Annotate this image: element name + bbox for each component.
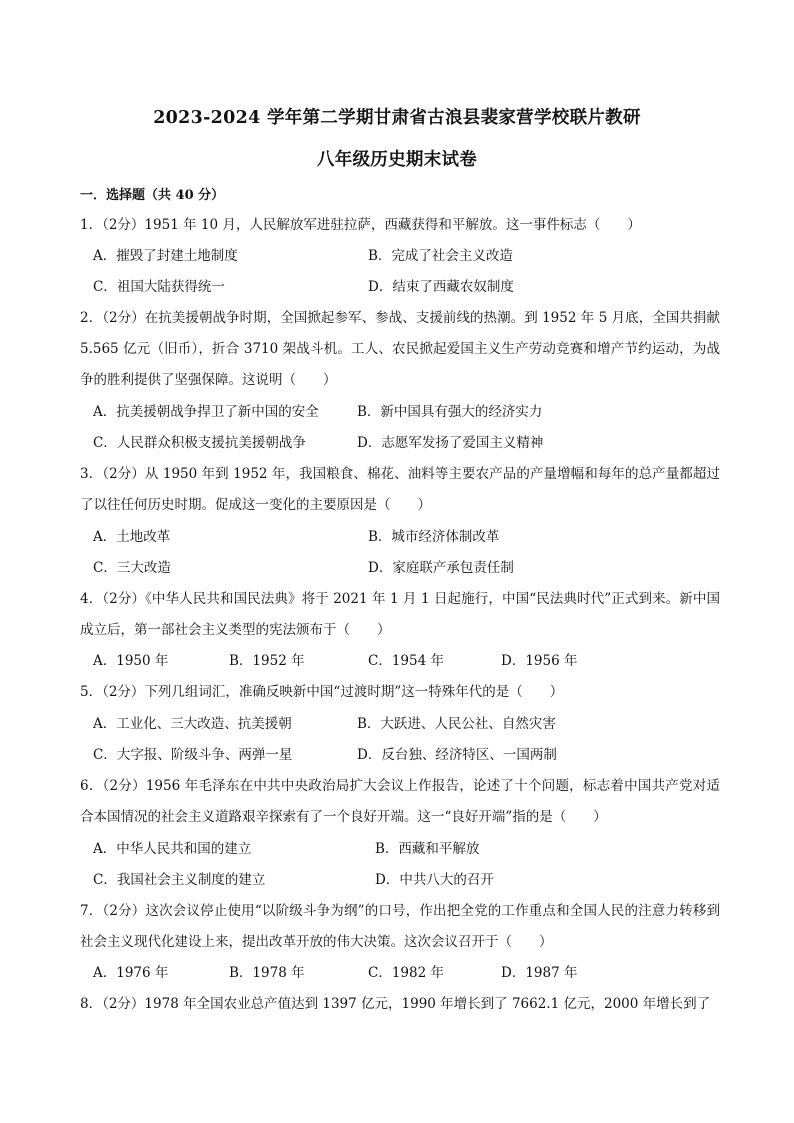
q6-option-d: D．中共八大的召开: [375, 872, 494, 888]
question-4: 4．（2分）《中华人民共和国民法典》将于 2021 年 1 月 1 日起施行，中国“民法典时代”正式到来。新中国成立后，第一部社会主义类型的宪法颁布于（ ）: [80, 591, 720, 639]
q4-option-d: D．1956 年: [501, 653, 578, 669]
section-heading: 一．选择题（共 40 分）: [80, 188, 225, 203]
q1-option-d: D．结束了西藏农奴制度: [368, 279, 514, 295]
q3-option-d: D．家庭联产承包责任制: [368, 560, 514, 576]
q7-option-d: D．1987 年: [501, 965, 578, 981]
question-5: 5．（2分）下列几组词汇，准确反映新中国“过渡时期”这一特殊年代的是（ ）: [80, 684, 564, 700]
question-3: 3．（2分）从 1950 年到 1952 年，我国粮食、棉花、油料等主要农产品的产量增幅和每年的总产量都超过了以往任何历史时期。促成这一变化的主要原因是（ ）: [80, 466, 720, 514]
q3-option-a: A．土地改革: [93, 529, 171, 545]
q5-option-a: A．工业化、三大改造、抗美援朝: [93, 716, 292, 732]
q4-option-a: A．1950 年: [93, 653, 169, 669]
q4-option-c: C．1954 年: [368, 653, 444, 669]
q2-option-a: A．抗美援朝战争捍卫了新中国的安全: [93, 404, 319, 420]
q5-option-b: B．大跃进、人民公社、自然灾害: [357, 716, 556, 732]
question-2: 2．（2分）在抗美援朝战争时期，全国掀起参军、参战、支援前线的热潮。到 1952 年 5 月底，全国共捐献 5.565 亿元（旧币），折合 3710 架战斗机。工人、农民掀起爱国主义生产劳动竞赛和增产节约运动，为战争的胜利提供了坚强保障。这说明（ ）: [80, 310, 720, 389]
q4-option-b: B．1952 年: [229, 653, 305, 669]
q7-option-a: A．1976 年: [93, 965, 169, 981]
q6-option-a: A．中华人民共和国的建立: [93, 841, 252, 857]
q1-option-c: C．祖国大陆获得统一: [93, 279, 225, 295]
exam-title: 2023-2024 学年第二学期甘肃省古浪县裴家营学校联片教研: [153, 108, 641, 128]
question-8: 8．（2分）1978 年全国农业总产值达到 1397 亿元，1990 年增长到了 7662.1 亿元，2000 年增长到了: [80, 996, 711, 1012]
q5-option-c: C．大字报、阶级斗争、两弹一星: [93, 747, 293, 763]
question-6: 6．（2分）1956 年毛泽东在中共中央政治局扩大会议上作报告，论述了十个问题，标志着中国共产党对适合本国情况的社会主义道路艰辛探索有了一个良好开端。这一“良好开端”指的是（ ）: [80, 778, 720, 826]
q6-option-b: B．西藏和平解放: [375, 841, 480, 857]
q1-option-a: A．摧毁了封建土地制度: [93, 248, 238, 264]
question-1: 1．（2分）1951 年 10 月，人民解放军进驻拉萨，西藏获得和平解放。这一事件标志（ ）: [80, 217, 641, 233]
q2-option-c: C．人民群众积极支援抗美援朝战争: [93, 435, 306, 451]
q7-option-b: B．1978 年: [229, 965, 305, 981]
q2-option-d: D．志愿军发扬了爱国主义精神: [357, 435, 544, 451]
question-7: 7．（2分）这次会议停止使用“以阶级斗争为纲”的口号，作出把全党的工作重点和全国人民的注意力转移到社会主义现代化建设上来，提出改革开放的伟大决策。这次会议召开于（ ）: [80, 903, 720, 951]
q3-option-b: B．城市经济体制改革: [368, 529, 500, 545]
q1-option-b: B．完成了社会主义改造: [368, 248, 513, 264]
exam-subtitle: 八年级历史期末试卷: [316, 150, 478, 170]
q2-option-b: B．新中国具有强大的经济实力: [357, 404, 543, 420]
q7-option-c: C．1982 年: [368, 965, 444, 981]
q6-option-c: C．我国社会主义制度的建立: [93, 872, 266, 888]
q3-option-c: C．三大改造: [93, 560, 171, 576]
q5-option-d: D．反台独、经济特区、一国两制: [357, 747, 557, 763]
